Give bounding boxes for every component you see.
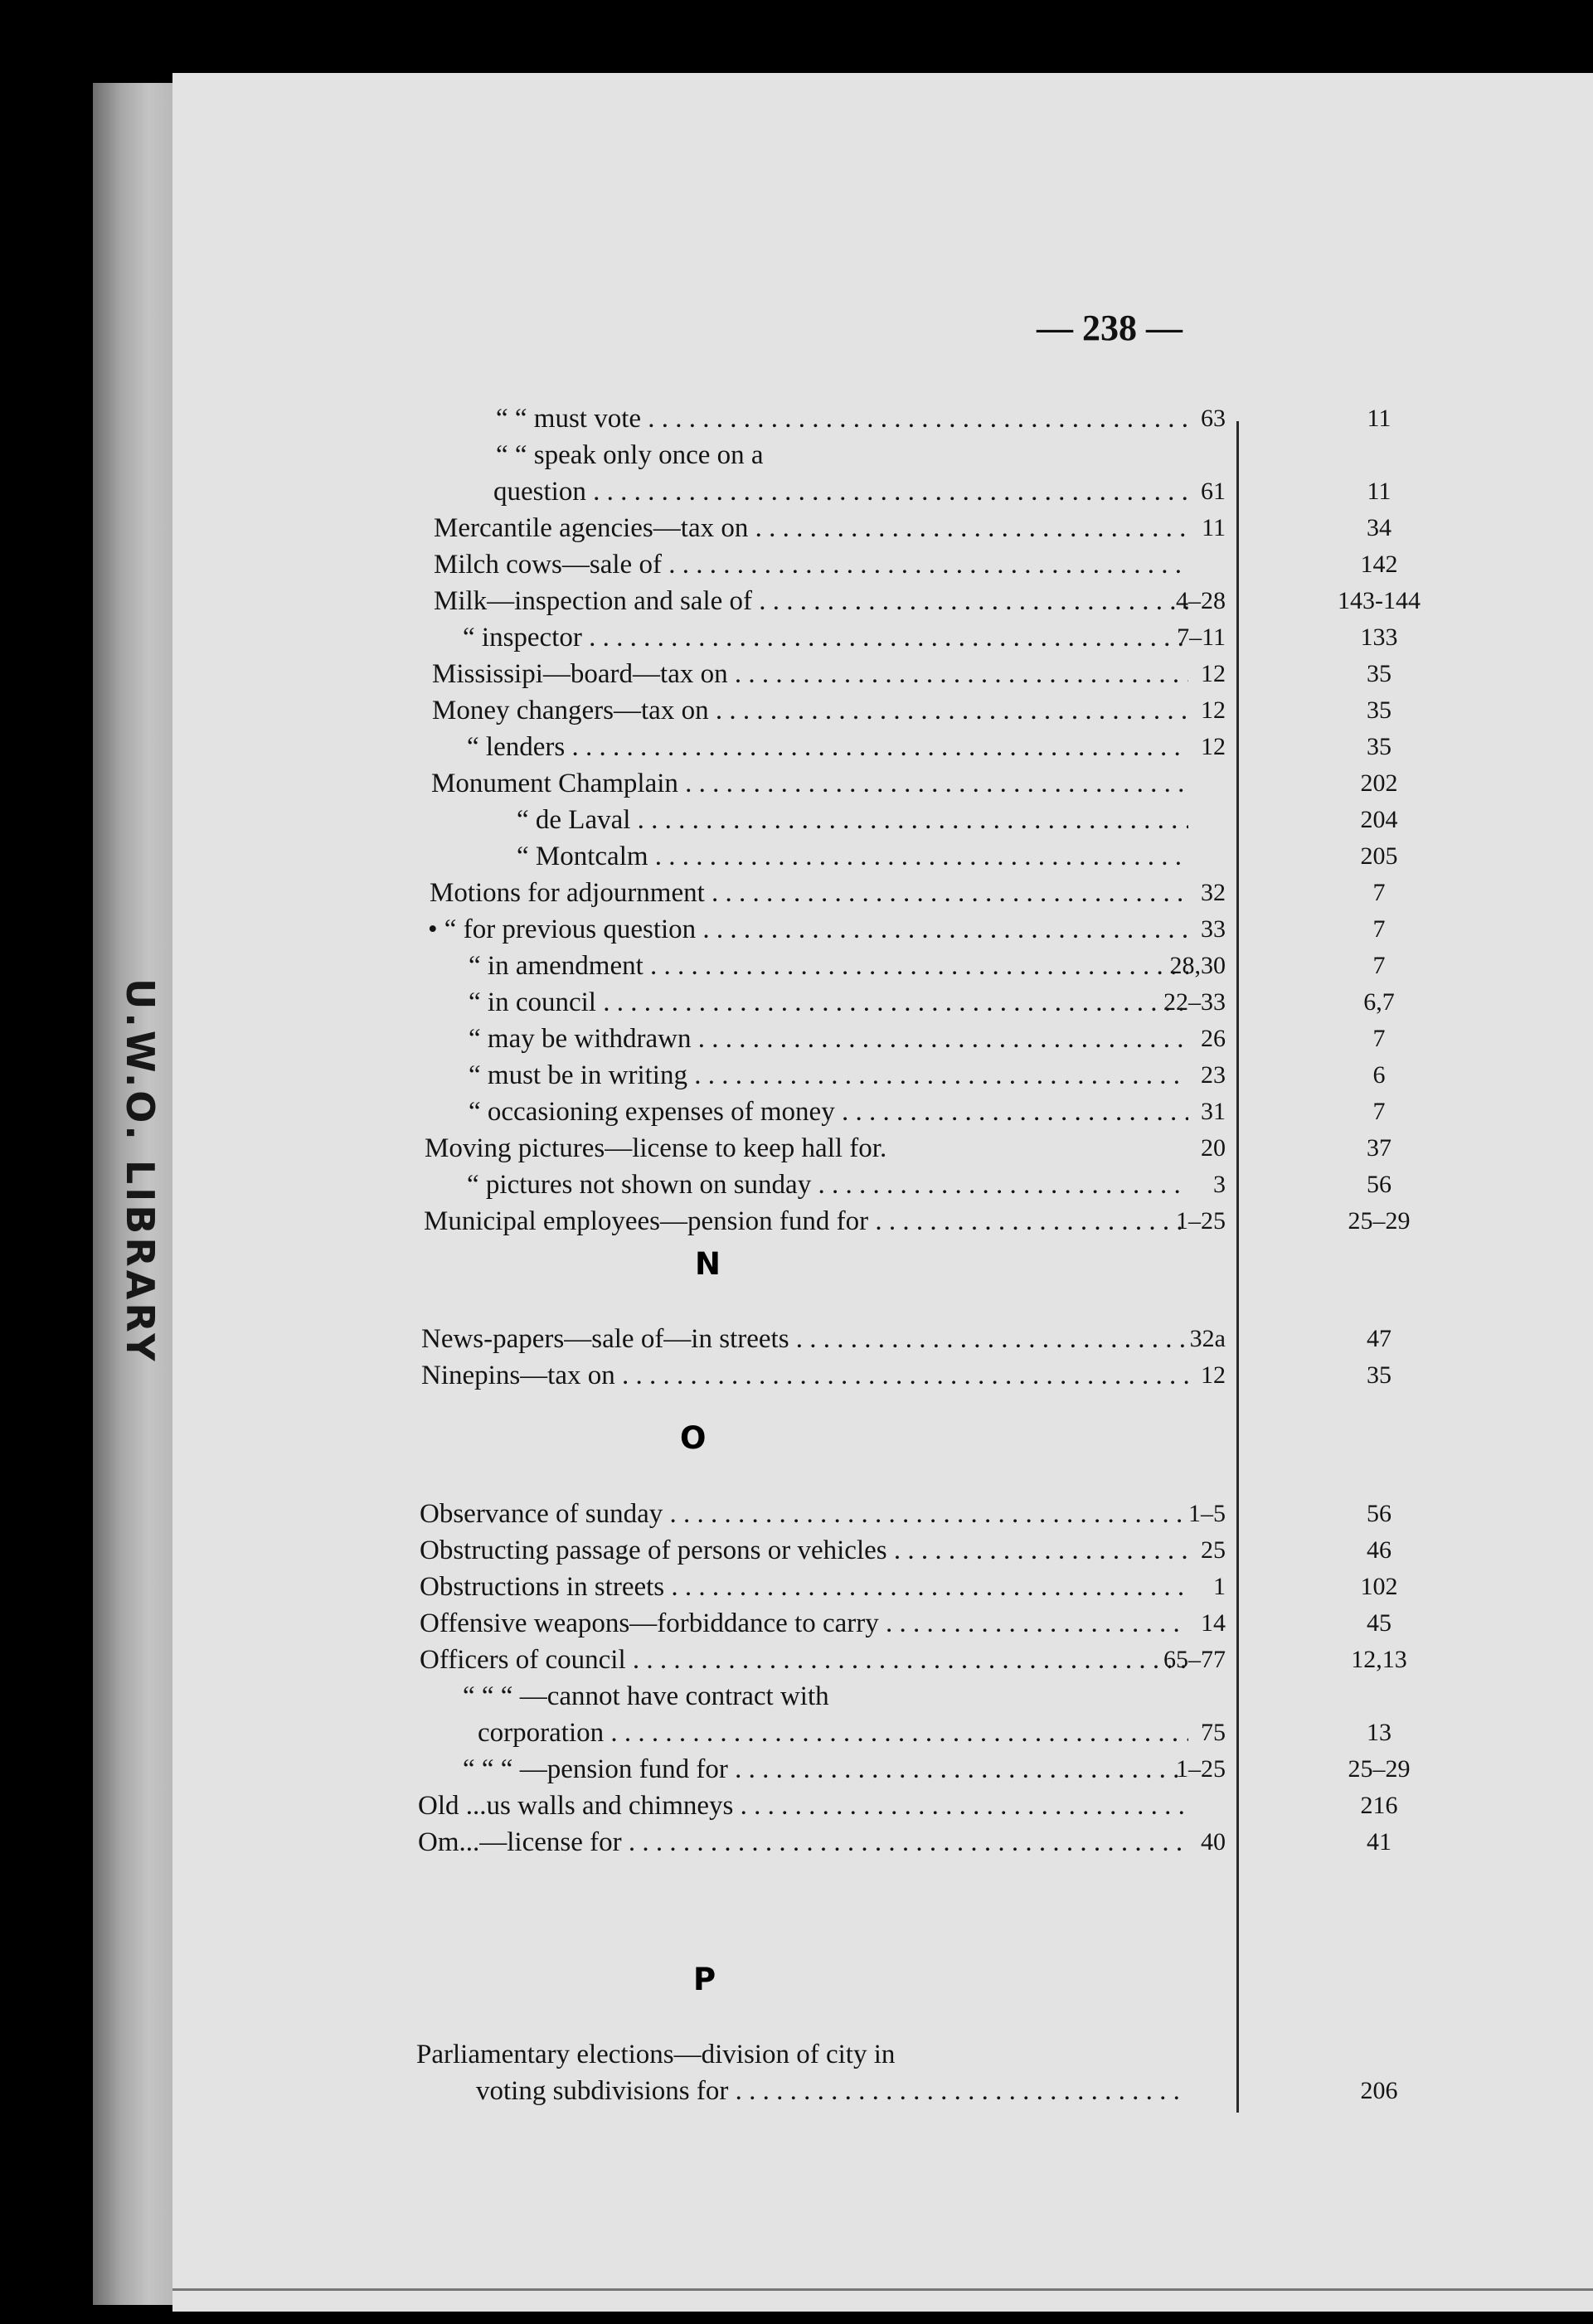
index-entry bbox=[172, 1751, 1593, 1788]
column-1-value: 33 bbox=[1201, 915, 1226, 943]
column-1-value: 7–11 bbox=[1177, 623, 1226, 651]
column-2-value: 13 bbox=[1367, 1719, 1391, 1746]
entry-text: “ in amendment . . . bbox=[469, 948, 1188, 984]
column-1-value bbox=[1143, 802, 1226, 838]
index-entry bbox=[172, 619, 1593, 656]
index-entry bbox=[172, 510, 1593, 546]
column-1-value: 12 bbox=[1201, 1361, 1226, 1389]
index-entry bbox=[172, 1357, 1593, 1394]
bottom-edge bbox=[172, 2288, 1593, 2291]
index-entry bbox=[172, 1788, 1593, 1824]
index-entry bbox=[172, 1532, 1593, 1569]
entry-text: Monument Champlain . . . bbox=[431, 765, 1188, 802]
entry-text: News-papers—sale of—in streets . . . bbox=[421, 1321, 1188, 1357]
index-entry bbox=[172, 1021, 1593, 1057]
entry-text: “ “ must vote . . . bbox=[496, 400, 1188, 437]
index-entry bbox=[172, 437, 1593, 473]
index-entry bbox=[172, 1094, 1593, 1130]
column-1-value: 20 bbox=[1201, 1134, 1226, 1162]
column-1-value: 25 bbox=[1201, 1536, 1226, 1564]
entry-text: “ in council . . . bbox=[469, 984, 1188, 1021]
index-entry bbox=[172, 984, 1593, 1021]
index-entry bbox=[172, 1130, 1593, 1167]
column-1-value: 63 bbox=[1201, 405, 1226, 432]
entry-text: Om...—license for . . . bbox=[418, 1824, 1188, 1861]
section-heading-p: P bbox=[693, 1962, 716, 1997]
entry-text: Observance of sunday . . . bbox=[420, 1496, 1188, 1532]
index-entry bbox=[172, 911, 1593, 948]
index-entry bbox=[172, 583, 1593, 619]
column-2-value: 6 bbox=[1372, 1061, 1386, 1089]
column-2-value: 56 bbox=[1367, 1500, 1391, 1527]
column-2-value: 45 bbox=[1367, 1609, 1391, 1637]
entry-text: “ must be in writing . . . bbox=[469, 1057, 1188, 1094]
column-2-value: 133 bbox=[1360, 623, 1398, 651]
entry-text: “ Montcalm . . . bbox=[517, 838, 1188, 875]
column-1-value: 75 bbox=[1201, 1719, 1226, 1746]
entry-text: “ pictures not shown on sunday . . . bbox=[467, 1167, 1188, 1203]
column-2-value: 202 bbox=[1360, 769, 1398, 797]
entry-text: Old ...us walls and chimneys . . . bbox=[418, 1788, 1188, 1824]
entry-text: “ lenders . . . bbox=[467, 729, 1188, 765]
column-2-value: 7 bbox=[1372, 1098, 1386, 1125]
entry-text: Municipal employees—pension fund for . . . bbox=[424, 1203, 1188, 1240]
index-entry bbox=[172, 802, 1593, 838]
entry-text: “ de Laval . . . bbox=[517, 802, 1188, 838]
entry-text: • “ for previous question . . . bbox=[428, 911, 1188, 948]
entry-text: Mississipi—board—tax on . . . bbox=[432, 656, 1188, 692]
entry-text: “ may be withdrawn . . . bbox=[469, 1021, 1188, 1057]
index-entry bbox=[172, 1167, 1593, 1203]
entry-text: Milch cows—sale of . . . bbox=[434, 546, 1188, 583]
column-1-value: 22–33 bbox=[1163, 988, 1226, 1016]
entry-text: Moving pictures—license to keep hall for. bbox=[425, 1133, 887, 1163]
column-1-value: 32 bbox=[1201, 879, 1226, 906]
column-2-value: 216 bbox=[1360, 1792, 1398, 1819]
column-2-value: 206 bbox=[1360, 2077, 1398, 2104]
entry-text: “ “ “ —cannot have contract with bbox=[463, 1681, 829, 1711]
page-number: — 238 — bbox=[1037, 308, 1183, 348]
column-divider-line bbox=[1236, 421, 1239, 2113]
index-entry bbox=[172, 765, 1593, 802]
entry-text: question . . . bbox=[493, 473, 1188, 510]
entry-text: “ inspector . . . bbox=[463, 619, 1188, 656]
column-2-value: 7 bbox=[1372, 952, 1386, 979]
index-entry bbox=[172, 1605, 1593, 1642]
column-1-value: 12 bbox=[1201, 733, 1226, 760]
column-1-value: 61 bbox=[1201, 478, 1226, 505]
column-1-value bbox=[1143, 765, 1226, 802]
column-2-value: 6,7 bbox=[1363, 988, 1395, 1016]
column-2-value: 102 bbox=[1360, 1573, 1398, 1600]
column-2-value: 143-144 bbox=[1338, 587, 1421, 614]
column-2-value: 7 bbox=[1372, 915, 1386, 943]
column-1-value: 40 bbox=[1201, 1828, 1226, 1856]
entry-text: Mercantile agencies—tax on . . . bbox=[434, 510, 1188, 546]
column-1-value: 14 bbox=[1201, 1609, 1226, 1637]
index-entry bbox=[172, 1715, 1593, 1751]
index-entry bbox=[172, 1496, 1593, 1532]
column-2-value: 7 bbox=[1372, 1025, 1386, 1052]
column-2-value: 142 bbox=[1360, 551, 1398, 578]
column-2-value: 35 bbox=[1367, 660, 1391, 687]
column-2-value: 35 bbox=[1367, 696, 1391, 724]
entry-text: Motions for adjournment . . . bbox=[430, 875, 1188, 911]
section-heading-n: N bbox=[695, 1246, 721, 1282]
column-2-value: 204 bbox=[1360, 806, 1398, 833]
column-2-value: 25–29 bbox=[1348, 1755, 1411, 1783]
column-1-value: 31 bbox=[1201, 1098, 1226, 1125]
index-entry bbox=[172, 1057, 1593, 1094]
column-1-value bbox=[1143, 2073, 1226, 2109]
column-1-value: 1–25 bbox=[1176, 1755, 1226, 1783]
index-entry bbox=[172, 875, 1593, 911]
entry-text: Offensive weapons—forbiddance to carry . . . bbox=[420, 1605, 1188, 1642]
column-2-value: 46 bbox=[1367, 1536, 1391, 1564]
index-entry bbox=[172, 546, 1593, 583]
column-1-value: 23 bbox=[1201, 1061, 1226, 1089]
column-1-value: 1–25 bbox=[1176, 1207, 1226, 1235]
column-2-value: 205 bbox=[1360, 842, 1398, 870]
entry-text: “ “ speak only once on a bbox=[496, 440, 764, 470]
entry-text: Obstructions in streets . . . bbox=[420, 1569, 1188, 1605]
column-2-value: 7 bbox=[1372, 879, 1386, 906]
index-entry bbox=[172, 2036, 1593, 2073]
column-2-value: 37 bbox=[1367, 1134, 1391, 1162]
column-1-value: 28,30 bbox=[1169, 952, 1226, 979]
column-1-value bbox=[1143, 838, 1226, 875]
index-entries bbox=[172, 73, 1593, 2312]
entry-text: “ “ “ —pension fund for . . . bbox=[463, 1751, 1188, 1788]
index-entry bbox=[172, 400, 1593, 437]
entry-text: Officers of council . . . bbox=[420, 1642, 1188, 1678]
column-1-value: 1 bbox=[1213, 1573, 1226, 1600]
column-1-value: 4–28 bbox=[1176, 587, 1226, 614]
book-spine bbox=[93, 83, 172, 2305]
column-2-value: 35 bbox=[1367, 733, 1391, 760]
entry-text: Money changers—tax on . . . bbox=[432, 692, 1188, 729]
entry-text: Milk—inspection and sale of . . . bbox=[434, 583, 1188, 619]
column-2-value: 11 bbox=[1367, 405, 1391, 432]
column-1-value: 3 bbox=[1213, 1171, 1226, 1198]
column-1-value: 12 bbox=[1201, 696, 1226, 724]
column-2-value: 41 bbox=[1367, 1828, 1391, 1856]
column-1-value: 65–77 bbox=[1163, 1646, 1226, 1673]
index-entry bbox=[172, 1678, 1593, 1715]
index-entry bbox=[172, 1824, 1593, 1861]
index-entry bbox=[172, 692, 1593, 729]
column-2-value: 56 bbox=[1367, 1171, 1391, 1198]
column-2-value: 25–29 bbox=[1348, 1207, 1411, 1235]
column-1-value: 32a bbox=[1189, 1325, 1226, 1352]
index-entry bbox=[172, 1321, 1593, 1357]
column-1-value: 11 bbox=[1202, 514, 1226, 541]
entry-text: Ninepins—tax on . . . bbox=[421, 1357, 1188, 1394]
column-1-value: 12 bbox=[1201, 660, 1226, 687]
column-1-value: 1–5 bbox=[1188, 1500, 1226, 1527]
index-entry bbox=[172, 656, 1593, 692]
entry-text: voting subdivisions for . . . bbox=[476, 2073, 1188, 2109]
column-2-value: 12,13 bbox=[1351, 1646, 1407, 1673]
column-2-value: 11 bbox=[1367, 478, 1391, 505]
column-1-value bbox=[1143, 1788, 1226, 1824]
column-1-value bbox=[1143, 546, 1226, 583]
document-page bbox=[172, 73, 1593, 2312]
column-1-value: 26 bbox=[1201, 1025, 1226, 1052]
entry-text: corporation . . . bbox=[478, 1715, 1188, 1751]
index-entry bbox=[172, 948, 1593, 984]
index-entry bbox=[172, 1203, 1593, 1240]
index-entry bbox=[172, 838, 1593, 875]
index-entry bbox=[172, 473, 1593, 510]
column-2-value: 47 bbox=[1367, 1325, 1391, 1352]
index-entry bbox=[172, 2073, 1593, 2109]
index-entry bbox=[172, 1642, 1593, 1678]
index-entry bbox=[172, 1569, 1593, 1605]
entry-text: “ occasioning expenses of money . . . bbox=[469, 1094, 1188, 1130]
library-stamp: U.W.O. LIBRARY bbox=[118, 978, 163, 1365]
column-2-value: 34 bbox=[1367, 514, 1391, 541]
column-2-value: 35 bbox=[1367, 1361, 1391, 1389]
entry-text: Parliamentary elections—division of city in bbox=[416, 2040, 896, 2069]
index-entry bbox=[172, 729, 1593, 765]
entry-text: Obstructing passage of persons or vehicles . . . bbox=[420, 1532, 1188, 1569]
section-heading-o: O bbox=[680, 1420, 707, 1456]
